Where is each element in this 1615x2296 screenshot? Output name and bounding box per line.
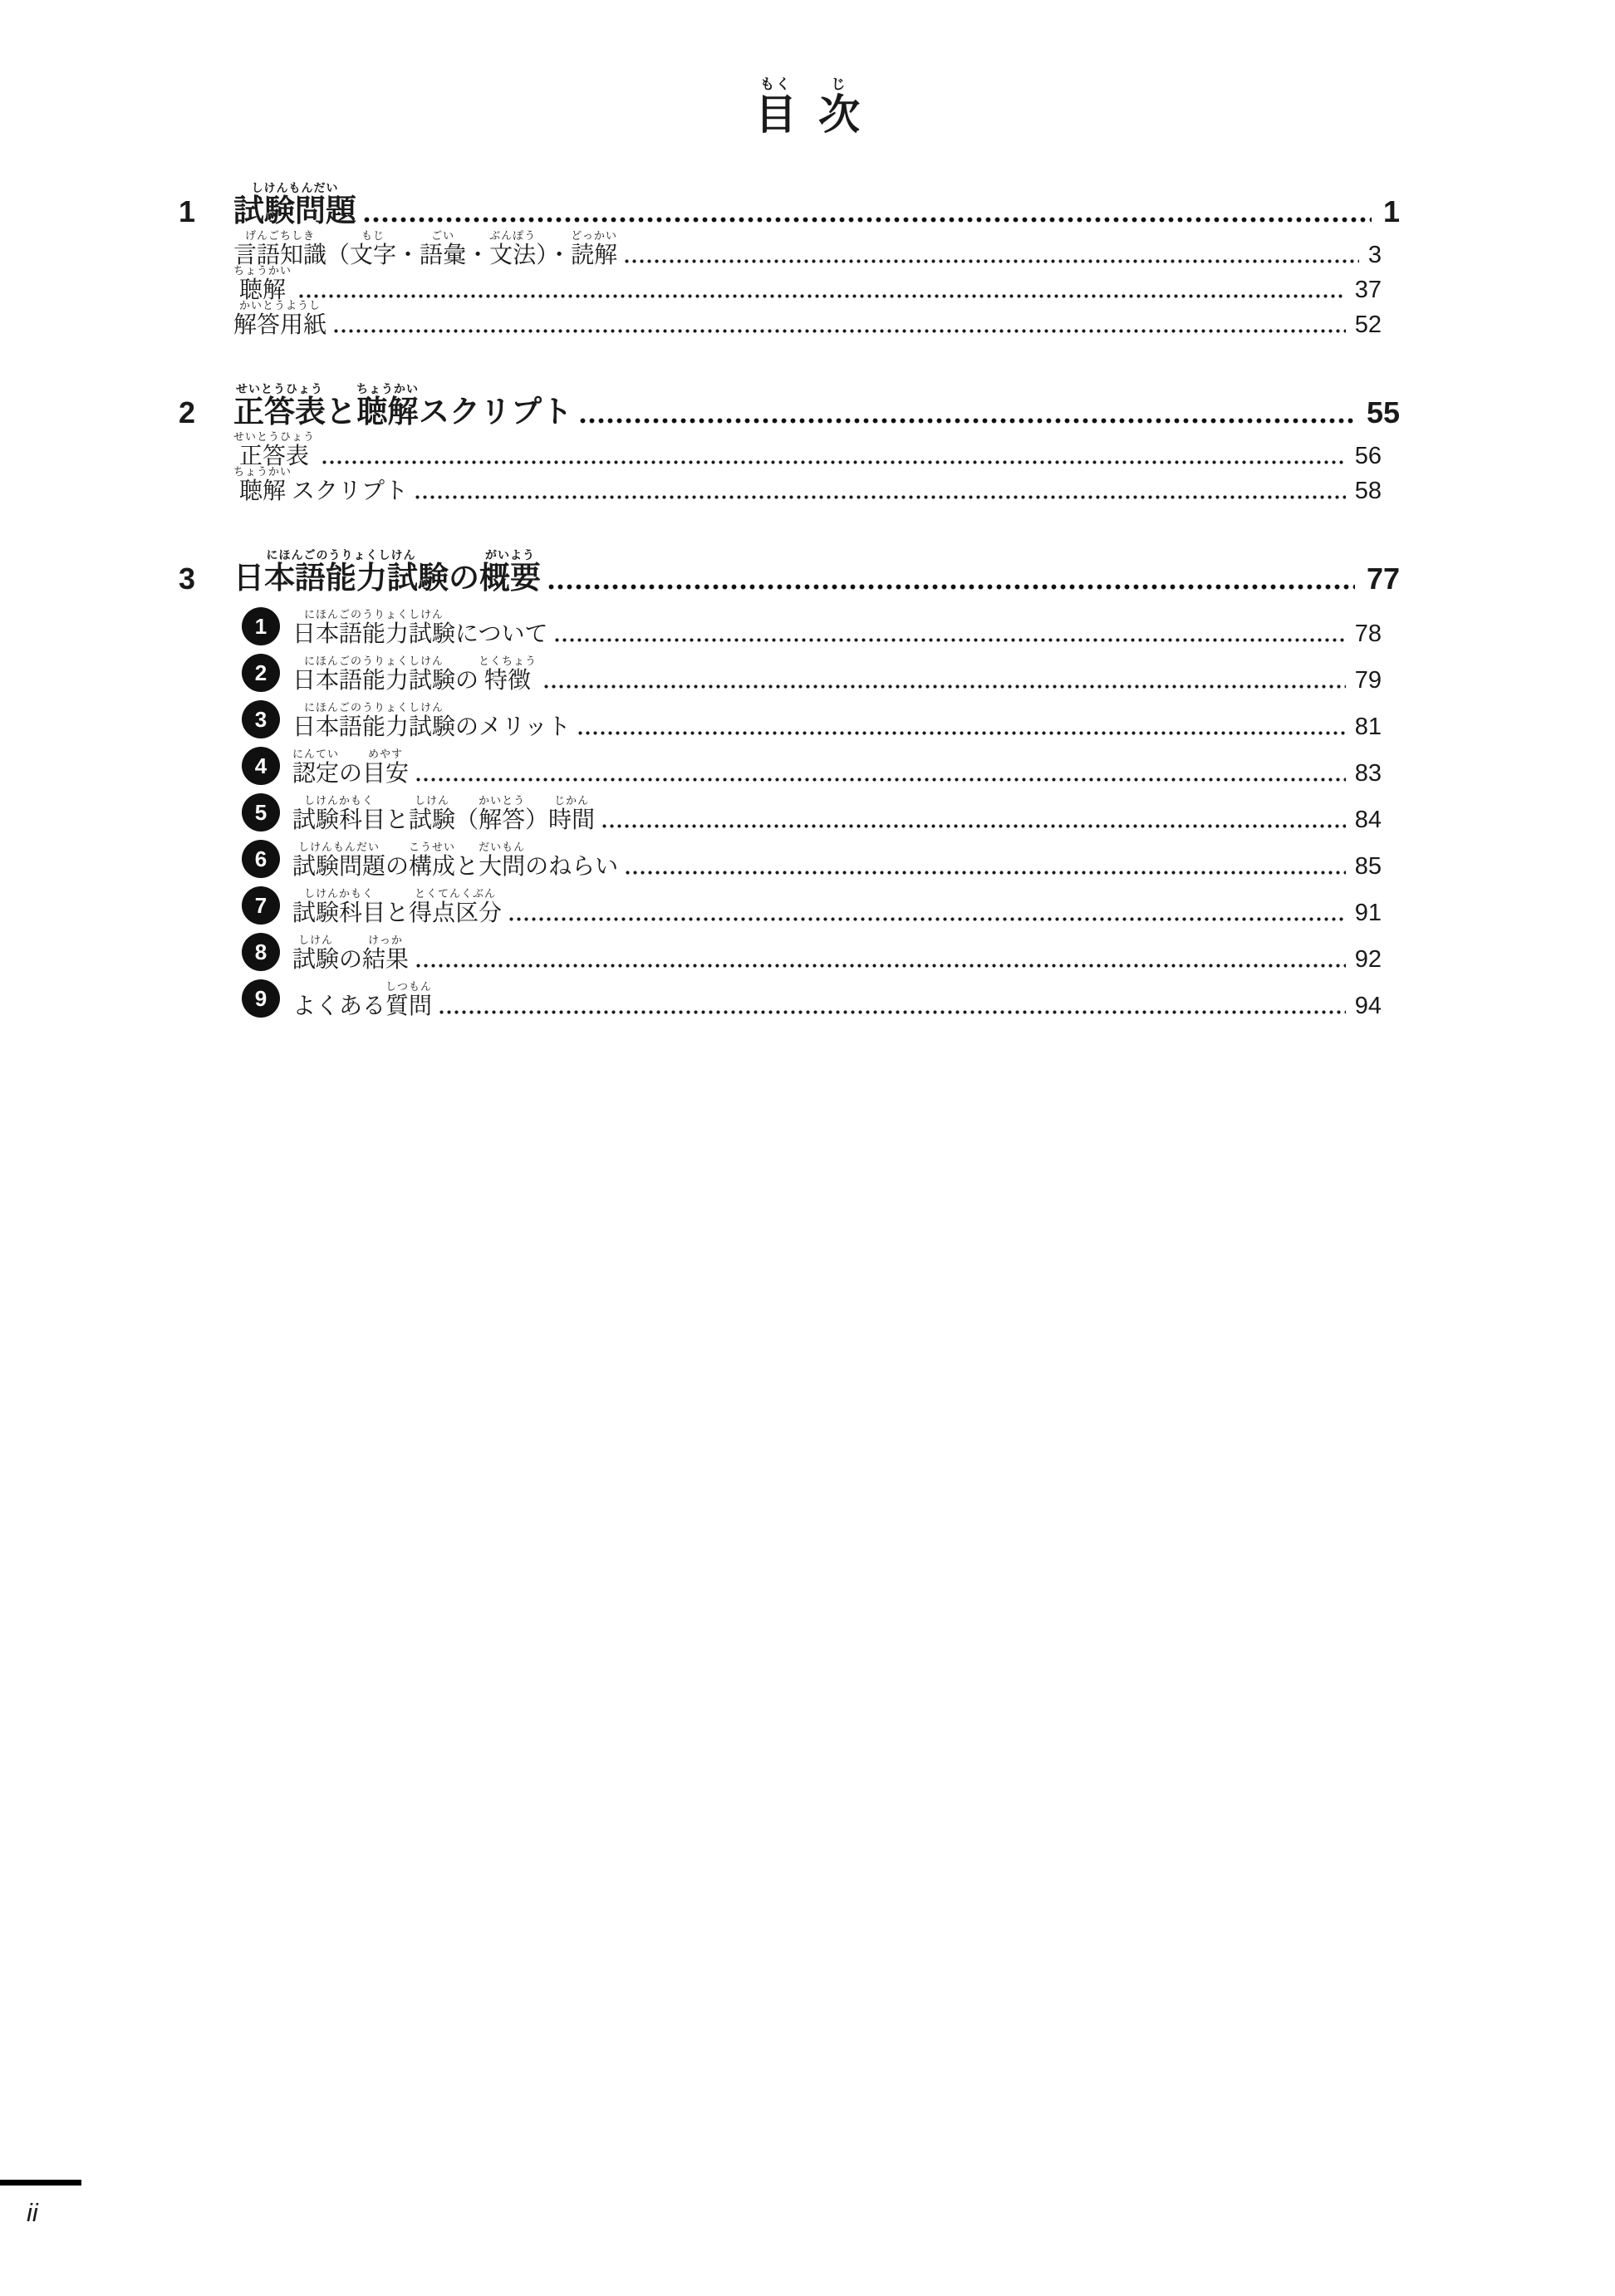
- base-text: 文字: [350, 241, 397, 267]
- base-text: 試験問題: [233, 194, 356, 228]
- entry-title: [233, 229, 617, 267]
- base-text: 語彙: [420, 241, 467, 267]
- table-of-contents: [179, 176, 1400, 1058]
- text-segment: [525, 841, 618, 879]
- furigana-text: とくちょう: [479, 654, 538, 667]
- furigana-text: ちょうかい: [233, 464, 292, 478]
- ruby-segment: [479, 655, 537, 693]
- entry-page-number: 94: [1354, 992, 1382, 1019]
- entry-title: [292, 748, 409, 786]
- ruby-segment: [362, 934, 409, 972]
- ruby-segment: [292, 608, 455, 646]
- furigana-text: げんごちしき: [245, 228, 316, 242]
- text-segment: [326, 229, 350, 267]
- furigana-text: しけん: [298, 933, 334, 946]
- entry-page-number: 52: [1354, 311, 1382, 338]
- chapter-page-number: 77: [1366, 562, 1400, 596]
- ruby-segment: [409, 794, 455, 832]
- base-text: 日本語能力試験: [292, 666, 456, 693]
- ruby-segment: [479, 841, 525, 879]
- item-number-badge: 2: [242, 654, 280, 692]
- toc-sub-row: [233, 228, 1382, 268]
- chapter-number: 1: [179, 194, 196, 229]
- ruby-segment: [233, 548, 449, 595]
- ruby-segment: [292, 887, 385, 925]
- ruby-segment: [356, 382, 419, 429]
- furigana-text: [395, 887, 400, 900]
- dot-leader: [509, 917, 1346, 921]
- base-text: のねらい: [525, 852, 619, 879]
- toc-sub-row: [233, 298, 1382, 338]
- base-text: 聴解: [239, 477, 287, 503]
- toc-section-3: [179, 543, 1400, 1018]
- dot-leader: [299, 294, 1346, 298]
- ruby-segment: [292, 655, 455, 693]
- entry-page-number: 85: [1354, 852, 1382, 880]
- dot-leader: [439, 1010, 1346, 1014]
- ruby-segment: [479, 794, 525, 832]
- base-text: （: [326, 241, 351, 267]
- base-text: 時間: [548, 806, 596, 832]
- dot-leader: [626, 871, 1346, 875]
- item-number-badge: 1: [242, 607, 280, 645]
- ruby-segment: [350, 229, 396, 267]
- base-text: 解答用紙: [233, 311, 327, 337]
- dot-leader: [364, 217, 1372, 223]
- furigana-text: [339, 382, 343, 395]
- entry-page-number: 92: [1354, 945, 1382, 973]
- furigana-text: もじ: [361, 228, 385, 242]
- furigana-text: めやす: [368, 747, 404, 760]
- base-text: 構成: [409, 852, 456, 879]
- furigana-text: [349, 748, 353, 761]
- base-text: ・: [396, 241, 420, 267]
- base-text: 大問: [479, 852, 526, 879]
- dot-leader: [544, 684, 1346, 689]
- furigana-text: [570, 841, 574, 854]
- base-text: よくある: [292, 992, 386, 1018]
- ruby-segment: [548, 794, 595, 832]
- text-segment: [455, 608, 547, 646]
- furigana-text: ごい: [431, 228, 455, 242]
- entry-page-number: 79: [1354, 666, 1382, 694]
- text-segment: [326, 382, 356, 429]
- base-text: 聴解: [356, 395, 419, 429]
- ruby-segment: [362, 748, 409, 786]
- furigana-text: けっか: [368, 933, 404, 946]
- base-text: 試験: [409, 806, 456, 832]
- furigana-text: にほんごのうりょくしけん: [304, 654, 444, 667]
- ruby-segment: [479, 548, 541, 595]
- ruby-segment: [385, 980, 432, 1018]
- furigana-text: しけんかもく: [304, 886, 375, 900]
- ruby-segment: [409, 887, 502, 925]
- base-text: 認定: [292, 759, 340, 786]
- ruby-segment: [292, 701, 455, 739]
- ruby-segment: [233, 264, 292, 302]
- text-segment: [292, 465, 408, 503]
- page-title: [0, 76, 1615, 137]
- furigana-text: どっかい: [571, 228, 617, 242]
- furigana-text: こうせい: [409, 840, 456, 853]
- base-text: ・: [466, 241, 490, 267]
- toc-section-1: [179, 176, 1400, 337]
- dot-leader: [625, 259, 1359, 263]
- chapter-title: [233, 548, 541, 595]
- base-text: の: [339, 759, 363, 786]
- base-text: 言語知識: [233, 241, 327, 267]
- furigana-text: [462, 548, 466, 562]
- text-segment: [455, 794, 479, 832]
- text-segment: [385, 887, 409, 925]
- furigana-text: [465, 841, 469, 854]
- footer-rule: [0, 2180, 81, 2186]
- furigana-text: [476, 229, 480, 243]
- text-segment: [455, 701, 571, 739]
- chapter-page-number: 55: [1366, 395, 1400, 430]
- text-segment: [385, 794, 409, 832]
- item-number-badge: 3: [242, 700, 280, 738]
- base-text: 目: [755, 91, 797, 138]
- text-segment: [292, 980, 385, 1018]
- furigana-text: しつもん: [385, 979, 433, 993]
- text-segment: [536, 229, 571, 267]
- text-segment: [455, 655, 479, 693]
- entry-title: [292, 887, 502, 925]
- furigana-text: [336, 229, 341, 243]
- entry-page-number: 3: [1367, 241, 1382, 268]
- base-text: と: [385, 806, 410, 832]
- ruby-segment: [292, 748, 339, 786]
- toc-item-row: [242, 693, 1382, 739]
- item-number-badge: 4: [242, 747, 280, 785]
- toc-chapter-row: [179, 543, 1400, 595]
- furigana-text: [337, 980, 341, 993]
- entry-page-number: 58: [1354, 477, 1382, 504]
- furigana-text: しけんかもく: [304, 793, 375, 807]
- ruby-segment: [233, 465, 292, 503]
- furigana-text: [349, 934, 353, 947]
- base-text: について: [455, 620, 548, 646]
- furigana-text: がいよう: [485, 548, 535, 562]
- base-text: 正答表: [239, 442, 310, 469]
- text-segment: [525, 794, 548, 832]
- entry-page-number: 37: [1354, 276, 1382, 303]
- text-segment: [466, 229, 489, 267]
- base-text: 日本語能力試験: [292, 620, 456, 646]
- furigana-text: [395, 794, 400, 807]
- furigana-text: [395, 841, 400, 854]
- ruby-segment: [818, 76, 860, 137]
- item-number-badge: 9: [242, 979, 280, 1018]
- toc-item-row: [242, 786, 1382, 832]
- chapter-title: [233, 382, 572, 429]
- dot-leader: [416, 964, 1346, 968]
- entry-title: [292, 701, 571, 739]
- furigana-text: [493, 382, 498, 395]
- furigana-text: [348, 465, 352, 478]
- item-number-badge: 8: [242, 933, 280, 971]
- furigana-text: もく: [760, 76, 792, 92]
- text-segment: [396, 229, 420, 267]
- base-text: 概要: [479, 561, 541, 596]
- entry-title: [233, 465, 408, 503]
- furigana-text: しけんもんだい: [251, 181, 339, 195]
- furigana-text: ぶんぽう: [489, 228, 537, 242]
- base-text: 試験科目: [292, 899, 386, 925]
- item-number-badge: 6: [242, 840, 280, 878]
- item-number-badge: 5: [242, 793, 280, 832]
- ruby-segment: [571, 229, 617, 267]
- entry-title: [292, 655, 537, 693]
- dot-leader: [555, 638, 1345, 642]
- entry-title: [292, 841, 618, 879]
- furigana-text: かいとう: [479, 793, 526, 807]
- furigana-text: にんてい: [292, 747, 340, 760]
- toc-sub-row: [233, 464, 1382, 504]
- toc-item-row: [242, 972, 1382, 1018]
- ruby-segment: [755, 76, 797, 137]
- ruby-segment: [233, 229, 326, 267]
- furigana-text: [406, 229, 410, 243]
- base-text: と: [385, 899, 410, 925]
- chapter-number: 2: [179, 395, 196, 430]
- ruby-segment: [489, 229, 536, 267]
- base-text: ）・: [536, 241, 572, 267]
- base-text: 日本語能力試験: [233, 561, 449, 596]
- furigana-text: [499, 608, 503, 621]
- furigana-text: ちょうかい: [356, 382, 419, 396]
- base-text: 文法: [489, 241, 537, 267]
- text-segment: [339, 934, 362, 972]
- ruby-segment: [292, 841, 385, 879]
- toc-chapter-row: [179, 176, 1400, 228]
- furigana-text: ちょうかい: [233, 263, 292, 277]
- toc-sub-row: [233, 429, 1382, 469]
- dot-leader: [322, 460, 1346, 464]
- base-text: 日本語能力試験: [292, 713, 456, 739]
- ruby-segment: [420, 229, 466, 267]
- entry-title: [233, 299, 326, 337]
- base-text: 次: [818, 91, 860, 138]
- toc-item-row: [242, 879, 1382, 925]
- chapter-number: 3: [179, 562, 196, 596]
- base-text: 読解: [571, 241, 618, 267]
- toc-item-row: [242, 832, 1382, 879]
- base-text: スクリプト: [419, 395, 572, 429]
- base-text: 試験科目: [292, 806, 386, 832]
- furigana-text: にほんごのうりょくしけん: [304, 700, 444, 714]
- dot-leader: [416, 778, 1346, 782]
- base-text: の: [449, 561, 479, 596]
- furigana-text: [465, 655, 469, 668]
- dot-leader: [602, 824, 1346, 828]
- entry-title: [233, 264, 292, 302]
- base-text: 正答表: [233, 395, 326, 429]
- ruby-segment: [233, 382, 326, 429]
- ruby-segment: [292, 934, 339, 972]
- entry-title: [233, 430, 315, 469]
- base-text: 試験問題: [292, 852, 386, 879]
- dot-leader: [548, 584, 1355, 590]
- ruby-segment: [233, 299, 326, 337]
- base-text: と: [326, 395, 356, 429]
- chapter-page-number: 1: [1382, 194, 1400, 229]
- dot-leader: [580, 418, 1355, 424]
- toc-chapter-row: [179, 377, 1400, 429]
- toc-section-2: [179, 377, 1400, 503]
- ruby-segment: [292, 794, 385, 832]
- furigana-text: しけんもんだい: [298, 840, 380, 853]
- entry-title: [292, 608, 547, 646]
- base-text: 目安: [362, 759, 410, 786]
- entry-title: [292, 980, 432, 1018]
- entry-page-number: 78: [1354, 620, 1382, 647]
- page-number-label: ii: [27, 2198, 38, 2227]
- text-segment: [339, 748, 362, 786]
- text-segment: [419, 382, 572, 429]
- furigana-text: せいとうひょう: [233, 429, 316, 443]
- text-segment: [449, 548, 479, 595]
- toc-item-row: [242, 739, 1382, 786]
- entry-title: [292, 794, 595, 832]
- toc-item-row: [242, 925, 1382, 972]
- base-text: の: [339, 945, 363, 972]
- entry-page-number: 84: [1354, 806, 1382, 833]
- dot-leader: [415, 495, 1346, 499]
- base-text: と: [455, 852, 479, 879]
- furigana-text: せいとうひょう: [236, 382, 323, 396]
- entry-page-number: 91: [1354, 899, 1382, 926]
- item-number-badge: 7: [242, 886, 280, 925]
- furigana-text: だいもん: [479, 840, 526, 853]
- entry-page-number: 56: [1354, 442, 1382, 469]
- furigana-text: [535, 794, 539, 807]
- entry-title: [292, 934, 409, 972]
- base-text: 特徴: [484, 666, 532, 693]
- base-text: 結果: [362, 945, 410, 972]
- base-text: 質問: [385, 992, 433, 1018]
- furigana-text: しけん: [415, 793, 450, 807]
- base-text: の: [455, 666, 479, 693]
- base-text: 解答: [479, 806, 526, 832]
- furigana-text: [511, 701, 515, 714]
- base-text: （: [455, 806, 479, 832]
- base-text: 得点区分: [409, 899, 503, 925]
- furigana-text: にほんごのうりょくしけん: [304, 607, 444, 621]
- furigana-text: にほんごのうりょくしけん: [266, 548, 416, 562]
- furigana-text: じ: [831, 76, 847, 92]
- furigana-text: じかん: [554, 793, 590, 807]
- furigana-text: [552, 229, 556, 243]
- furigana-text: [465, 794, 469, 807]
- base-text: のメリット: [455, 713, 571, 739]
- base-text: スクリプト: [292, 477, 409, 503]
- dot-leader: [578, 731, 1346, 735]
- ruby-segment: [409, 841, 455, 879]
- toc-item-row: [242, 646, 1382, 693]
- base-text: 試験: [292, 945, 340, 972]
- text-segment: [385, 841, 409, 879]
- base-text: ）: [525, 806, 549, 832]
- entry-page-number: 83: [1354, 759, 1382, 787]
- toc-sub-row: [233, 263, 1382, 303]
- chapter-title: [233, 181, 356, 228]
- furigana-text: とくてんくぶん: [415, 886, 497, 900]
- base-text: の: [385, 852, 410, 879]
- base-text: 聴解: [239, 276, 287, 302]
- ruby-segment: [233, 430, 315, 469]
- furigana-text: かいとうようし: [239, 298, 322, 312]
- dot-leader: [334, 329, 1346, 333]
- text-segment: [455, 841, 479, 879]
- entry-page-number: 81: [1354, 713, 1382, 740]
- ruby-segment: [233, 181, 356, 228]
- toc-item-row: [242, 600, 1382, 646]
